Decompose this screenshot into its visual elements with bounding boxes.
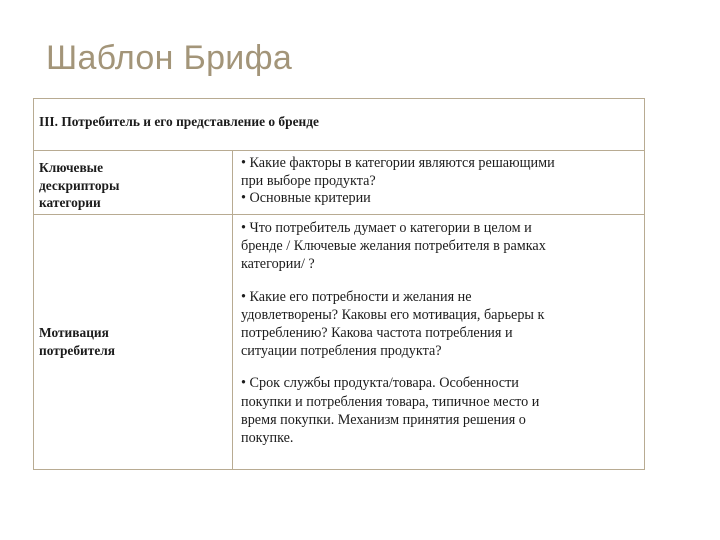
text-line: • Какие факторы в категории являются решающими bbox=[241, 155, 555, 171]
label-line: категории bbox=[39, 195, 101, 210]
text-line: покупке. bbox=[241, 430, 294, 447]
bullet-paragraph bbox=[241, 374, 644, 447]
bullet-paragraph bbox=[241, 288, 644, 361]
text-line: при выборе продукта? bbox=[241, 172, 376, 189]
text-line: • Срок службы продукта/товара. Особенности bbox=[241, 375, 519, 392]
table-header: III. Потребитель и его представление о бренде bbox=[34, 99, 644, 151]
bullet-paragraph bbox=[241, 219, 644, 274]
text-line: покупки и потребления товара, типичное место и bbox=[241, 393, 540, 410]
bullet-paragraph bbox=[241, 155, 644, 190]
text-line: удовлетворены? Каковы его мотивация, барьеры к bbox=[241, 306, 545, 323]
label-line: дескрипторы bbox=[39, 177, 120, 193]
row-label-consumer-motivation bbox=[34, 215, 233, 469]
row-label-key-descriptors bbox=[34, 151, 233, 215]
row-content-key-descriptors bbox=[233, 151, 644, 215]
text-line: категории/ ? bbox=[241, 256, 315, 273]
text-line: потреблению? Какова частота потребления и bbox=[241, 325, 513, 342]
bullet-paragraph bbox=[241, 190, 644, 208]
label-line: Мотивация bbox=[39, 325, 109, 340]
text-line: • Что потребитель думает о категории в целом и bbox=[241, 220, 532, 236]
text-line: • Основные критерии bbox=[241, 190, 371, 206]
label-line: Ключевые bbox=[39, 160, 104, 175]
text-line: • Какие его потребности и желания не bbox=[241, 288, 472, 305]
label-line: потребителя bbox=[39, 342, 116, 358]
text-line: время покупки. Механизм принятия решения о bbox=[241, 411, 526, 428]
row-content-consumer-motivation bbox=[233, 215, 644, 469]
slide-title: Шаблон Брифа bbox=[46, 39, 293, 77]
text-line: ситуации потребления продукта? bbox=[241, 343, 442, 360]
text-line: бренде / Ключевые желания потребителя в рамках bbox=[241, 238, 546, 255]
brief-table bbox=[33, 98, 645, 470]
